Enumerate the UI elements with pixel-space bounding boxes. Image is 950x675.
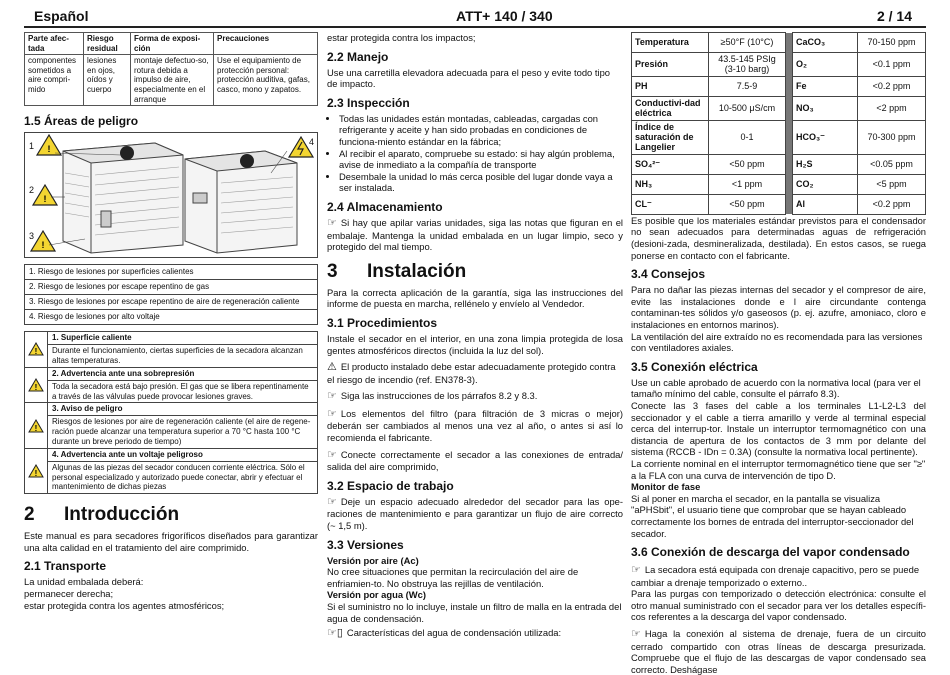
warning-block xyxy=(24,449,318,494)
table-cell: CaCO₃ xyxy=(793,33,858,53)
table-divider xyxy=(786,96,793,120)
section-heading: 3.3 Versiones xyxy=(327,537,404,552)
note-hand-icon: ☞ xyxy=(327,390,337,403)
subheading: Versión por aire (Ac) xyxy=(327,554,419,566)
table-cell: H₂S xyxy=(793,154,858,174)
paragraph: Para no dañar las piezas internas del secador y el compresor de aire, evite las instalaciones donde e l aire circundante contenga contaminan-tes sólidos y/o gaseosos (p. ej. azufre, amoniaco, cloro e instalaciones en entornos marinos). xyxy=(631,284,926,330)
paragraph: No cree situaciones que permitan la recirculación del aire de enfriamien-to. No obstruya las rejillas de ventilación. xyxy=(327,566,579,589)
callout-number: 4 xyxy=(309,137,315,148)
header-language: Español xyxy=(34,8,89,24)
paragraph: Deje un espacio adecuado alrededor del secador para las ope-raciones de mantenimiento e para garantizar un flujo de aire correcto (~ 1,5 m). xyxy=(327,495,623,532)
table-cell: <0.2 ppm xyxy=(858,76,926,96)
table-cell: <5 ppm xyxy=(858,174,926,194)
table-cell: PH xyxy=(632,76,709,96)
chapter-heading xyxy=(24,504,318,526)
note-hand-icon: ☞ xyxy=(327,407,337,420)
list-item: • Al recibir el aparato, compruebe su estado: si hay algún problema, avise de inmediato a la compañía de transporte xyxy=(339,148,623,171)
warning-block xyxy=(24,368,318,404)
callout-number: 3 xyxy=(29,231,35,242)
section-heading: 3.5 Conexión eléctrica xyxy=(631,359,758,374)
pressure-warning-icon xyxy=(33,185,57,205)
paragraph: Los elementos del filtro (para filtración de 3 micras o mejor) deberán ser cambiados al menos una vez al año, o antes si así lo recomienda el fabricante. xyxy=(327,407,623,444)
paragraph: Use un cable aprobado de acuerdo con la normativa local (para ver el tamaño mínimo del cable, consulte el párrafo 8.3). xyxy=(631,376,921,400)
table-cell: <0.05 ppm xyxy=(858,154,926,174)
chapter-title: Instalación xyxy=(367,260,467,282)
section-heading: 1.5 Áreas de peligro xyxy=(24,114,139,129)
warning-triangle-icon: ⚠ xyxy=(327,361,337,374)
table-cell: <0.1 ppm xyxy=(858,53,926,77)
table-cell: 10-500 μS/cm xyxy=(709,96,786,120)
table-divider xyxy=(786,194,793,214)
table-row xyxy=(632,154,926,174)
paragraph: Para la correcta aplicación de la garantía, siga las instrucciones del informe de puesta en marcha, rellénelo y envíelo al Vendedor. xyxy=(327,286,623,310)
table-cell: <1 ppm xyxy=(709,174,786,194)
paragraph: Es posible que los materiales estándar previstos para el condensador no sean adecuados para determinadas aguas de refrigeración (desioni-zada, desmineralizada, destilada). En estos casos, se ruega ponerse en contacto con el fabricante. xyxy=(631,214,926,261)
precautions-header: Precauciones xyxy=(214,33,318,55)
warning-icon xyxy=(28,378,44,392)
paragraph: Este manual es para secadores frigoríficos diseñados para garantizar una alta calidad en el tratamiento del aire comprimido. xyxy=(24,530,318,553)
table-row xyxy=(632,174,926,194)
paragraph: Para las purgas con temporizado o detección electrónica: consulte el otro manual suministrado con el secador para ver los detalles específi-cos referentes a la descarga del vapor condensado. xyxy=(631,588,926,623)
paragraph: Si el suministro no lo incluye, instale un filtro de malla en la entrada del agua de condensación. xyxy=(327,601,622,624)
paragraph: Haga la conexión al sistema de drenaje, fuera de un circuito cerrado compartido con otras líneas de descarga presurizada. Compruebe que el flujo de las descargas de vapor condensado sea correcto. Deshágase xyxy=(631,628,926,675)
precautions-cell: Use el equipamiento de protección personal: protección auditiva, gafas, casco, mono y zapatos. xyxy=(214,55,318,106)
table-divider xyxy=(786,76,793,96)
svg-text:!: ! xyxy=(34,383,38,393)
warning-icon xyxy=(28,464,44,478)
table-cell: 70-150 ppm xyxy=(858,33,926,53)
note-hand-icon: ☞ xyxy=(327,448,337,461)
table-cell: 7.5-9 xyxy=(709,76,786,96)
warning-list xyxy=(24,331,318,494)
table-cell: NH₃ xyxy=(632,174,709,194)
table-cell: <50 ppm xyxy=(709,154,786,174)
subheading: Monitor de fase xyxy=(631,481,701,493)
dryer-illustration xyxy=(25,133,319,257)
table-cell: <2 ppm xyxy=(858,96,926,120)
svg-text:!: ! xyxy=(47,144,51,155)
section-heading: 3.4 Consejos xyxy=(631,267,706,282)
table-cell: ≥50°F (10°C) xyxy=(709,33,786,53)
table-cell: CL⁻ xyxy=(632,194,709,214)
precautions-cell: montaje defectuo-so, rotura debida a impulso de aire, especialmente en el arranque xyxy=(131,55,214,106)
precautions-header: Parte afec-tada xyxy=(25,33,84,55)
note-hand-icon: ☞ xyxy=(631,628,641,641)
table-cell: Presión xyxy=(632,53,709,77)
page-header xyxy=(24,8,926,28)
paragraph: Use una carretilla elevadora adecuada para el peso y evite todo tipo de impacto. xyxy=(327,66,610,90)
column-left xyxy=(24,32,318,611)
table-row xyxy=(632,33,926,53)
svg-text:!: ! xyxy=(41,240,45,251)
warning-text: Toda la secadora está bajo presión. El gas que se libera repentinamente a través de las válvulas puede provocar lesiones graves. xyxy=(52,381,309,401)
table-divider xyxy=(786,53,793,77)
precautions-header: Forma de exposi-ción xyxy=(131,33,214,55)
table-row xyxy=(632,53,926,77)
warning-icon xyxy=(28,419,44,433)
table-row xyxy=(632,76,926,96)
paragraph: Conecte correctamente el secador a las conexiones de entrada/ salida del aire comprimido, xyxy=(327,448,623,473)
callout-number: 1 xyxy=(29,141,35,152)
section-heading: 2.1 Transporte xyxy=(24,559,107,574)
warning-icon xyxy=(28,342,44,356)
hazard-list xyxy=(24,264,318,325)
paragraph: Características del agua de condensación utilizada: xyxy=(346,627,562,639)
table-divider xyxy=(786,120,793,154)
warning-title: 2. Advertencia ante una sobrepresión xyxy=(48,368,317,381)
subheading: Versión por agua (Wc) xyxy=(327,589,426,601)
svg-text:!: ! xyxy=(34,468,38,478)
column-middle xyxy=(327,32,623,640)
table-cell: SO₄²⁻ xyxy=(632,154,709,174)
table-cell: HCO₃⁻ xyxy=(793,120,858,154)
paragraph: La ventilación del aire extraído no es recomendada para las versiones con ventiladores axiales. xyxy=(631,330,923,354)
paragraph: El producto instalado debe estar adecuadamente protegido contra el riesgo de incendio (ref. EN378-3). xyxy=(327,361,616,385)
table-cell: 0-1 xyxy=(709,120,786,154)
paragraph: La secadora está equipada con drenaje capacitivo, pero se puede cambiar a drenaje temporizado o externo.. xyxy=(631,564,920,588)
warning-text: Algunas de las piezas del secador conducen corriente eléctrica. Sólo el personal especializado y autorizado puede conectar, abrir y efectuar el mantenimiento de dichas piezas xyxy=(52,462,305,492)
table-divider xyxy=(786,33,793,53)
table-cell: O₂ xyxy=(793,53,858,77)
section-heading: 3.1 Procedimientos xyxy=(327,315,438,330)
paragraph: Siga las instrucciones de los párrafos 8.2 y 8.3. xyxy=(340,390,538,402)
section-heading: 3.2 Espacio de trabajo xyxy=(327,478,454,493)
paragraph: La corriente nominal en el interruptor termomagnético tiene que ser "≥" a la FLA con una curva de intervención de tipo D. xyxy=(631,457,926,481)
table-cell: Fe xyxy=(793,76,858,96)
note-hand-icon: ☞ xyxy=(631,564,641,577)
warning-title: 4. Advertencia ante un voltaje peligroso xyxy=(48,449,317,462)
precautions-cell: componentes sometidos a aire compri-mido xyxy=(25,55,84,106)
paragraph: permanecer derecha; xyxy=(24,587,114,599)
header-page-number: 2 / 14 xyxy=(876,8,912,24)
precautions-table xyxy=(24,32,318,106)
general-warning-icon xyxy=(31,231,55,251)
warning-text: Riesgos de lesiones por aire de regeneración caliente (el aire de regene-ración puede alcanzar una temperatura superior a 70 °C hasta 100 °C durante un breve periodo de tiempo) xyxy=(52,417,311,446)
column-right xyxy=(631,32,926,675)
precautions-cell: lesiones en ojos, oídos y cuerpo xyxy=(84,55,131,106)
svg-text:!: ! xyxy=(43,194,47,205)
table-divider xyxy=(786,174,793,194)
list-item: • Todas las unidades están montadas, cableadas, cargadas con refrigerante y aceite y han sido probadas en condiciones de funciona-miento estándar en la fábrica; xyxy=(339,113,623,148)
section-heading: 3.6 Conexión de descarga del vapor condensado xyxy=(631,545,910,560)
svg-text:!: ! xyxy=(34,347,38,357)
hazard-item: 1. Riesgo de lesiones por superficies calientes xyxy=(24,264,318,280)
callout-number: 2 xyxy=(29,185,35,196)
warning-title: 1. Superficie caliente xyxy=(48,332,317,345)
table-row xyxy=(632,194,926,214)
hazard-item: 2. Riesgo de lesiones por escape repentino de gas xyxy=(24,280,318,295)
table-cell: 43.5-145 PSIg (3-10 barg) xyxy=(709,53,786,77)
hot-surface-warning-icon xyxy=(37,135,61,155)
note-hand-book-icon: ☞▯ xyxy=(327,627,343,640)
inspection-list xyxy=(327,113,623,194)
paragraph: estar protegida contra los impactos; xyxy=(327,32,476,43)
table-cell: <50 ppm xyxy=(709,194,786,214)
section-heading: 2.4 Almacenamiento xyxy=(327,199,443,214)
table-divider xyxy=(786,154,793,174)
table-cell: Índice de saturación de Langelier xyxy=(632,120,709,154)
list-item: • Desembale la unidad lo más cerca posible del lugar donde vaya a ser instalada. xyxy=(339,171,623,194)
table-cell: NO₃ xyxy=(793,96,858,120)
table-row xyxy=(632,96,926,120)
water-characteristics-table xyxy=(631,32,926,215)
paragraph: estar protegida contra los agentes atmosféricos; xyxy=(24,599,225,611)
precautions-header: Riesgo residual xyxy=(84,33,131,55)
table-row xyxy=(632,120,926,154)
chapter-number: 3 xyxy=(327,260,338,282)
warning-text: Durante el funcionamiento, ciertas superficies de la secadora alcanzan altas temperaturas. xyxy=(52,346,303,365)
chapter-heading xyxy=(327,261,623,283)
paragraph: Si al poner en marcha el secador, en la pantalla se visualiza "aPHSbit", el usuario tiene que comprobar que se hayan cableado correctamente los bornes de entrada del interruptor-seccionador del secador. xyxy=(631,492,914,539)
svg-text:!: ! xyxy=(34,423,38,433)
section-heading: 2.2 Manejo xyxy=(327,49,389,64)
chapter-title: Introducción xyxy=(64,504,180,526)
paragraph: Instale el secador en el interior, en una zona limpia protegida de losa gentes atmosféricos directos (incluida la luz del sol). xyxy=(327,332,623,356)
header-model: ATT+ 140 / 340 xyxy=(456,8,553,24)
table-cell: Al xyxy=(793,194,858,214)
paragraph: Si hay que apilar varias unidades, siga las notas que figuran en el embalaje. Mantenga la unidad embalada en un lugar limpio, seco y protegido del mal tiempo. xyxy=(327,216,623,253)
note-hand-icon: ☞ xyxy=(327,216,337,229)
danger-areas-drawing xyxy=(24,132,318,258)
table-cell: 70-300 ppm xyxy=(858,120,926,154)
paragraph: Conecte las 3 fases del cable a los terminales L1-L2-L3 del seccionador y el cable a tierra amarillo y verde al terminal especial cerca del interrup-tor. Instale un interruptor termomagnético con una distancia de apertura de los contactos de 3 mm por delante del sistema (RCCB - IDn = 0.3A) (consulte la normativa local pertinente). xyxy=(631,399,926,458)
warning-block xyxy=(24,331,318,368)
warning-title: 3. Aviso de peligro xyxy=(48,403,317,416)
paragraph: La unidad embalada deberá: xyxy=(24,576,144,588)
chapter-number: 2 xyxy=(24,504,35,526)
table-cell: Temperatura xyxy=(632,33,709,53)
table-cell: Conductivi-dad eléctrica xyxy=(632,96,709,120)
hazard-item: 3. Riesgo de lesiones por escape repentino de aire de regeneración caliente xyxy=(24,295,318,310)
section-heading: 2.3 Inspección xyxy=(327,95,410,110)
note-hand-icon: ☞ xyxy=(327,495,337,508)
table-cell: <0.2 ppm xyxy=(858,194,926,214)
table-cell: CO₂ xyxy=(793,174,858,194)
hazard-item: 4. Riesgo de lesiones por alto voltaje xyxy=(24,310,318,325)
warning-block xyxy=(24,403,318,448)
